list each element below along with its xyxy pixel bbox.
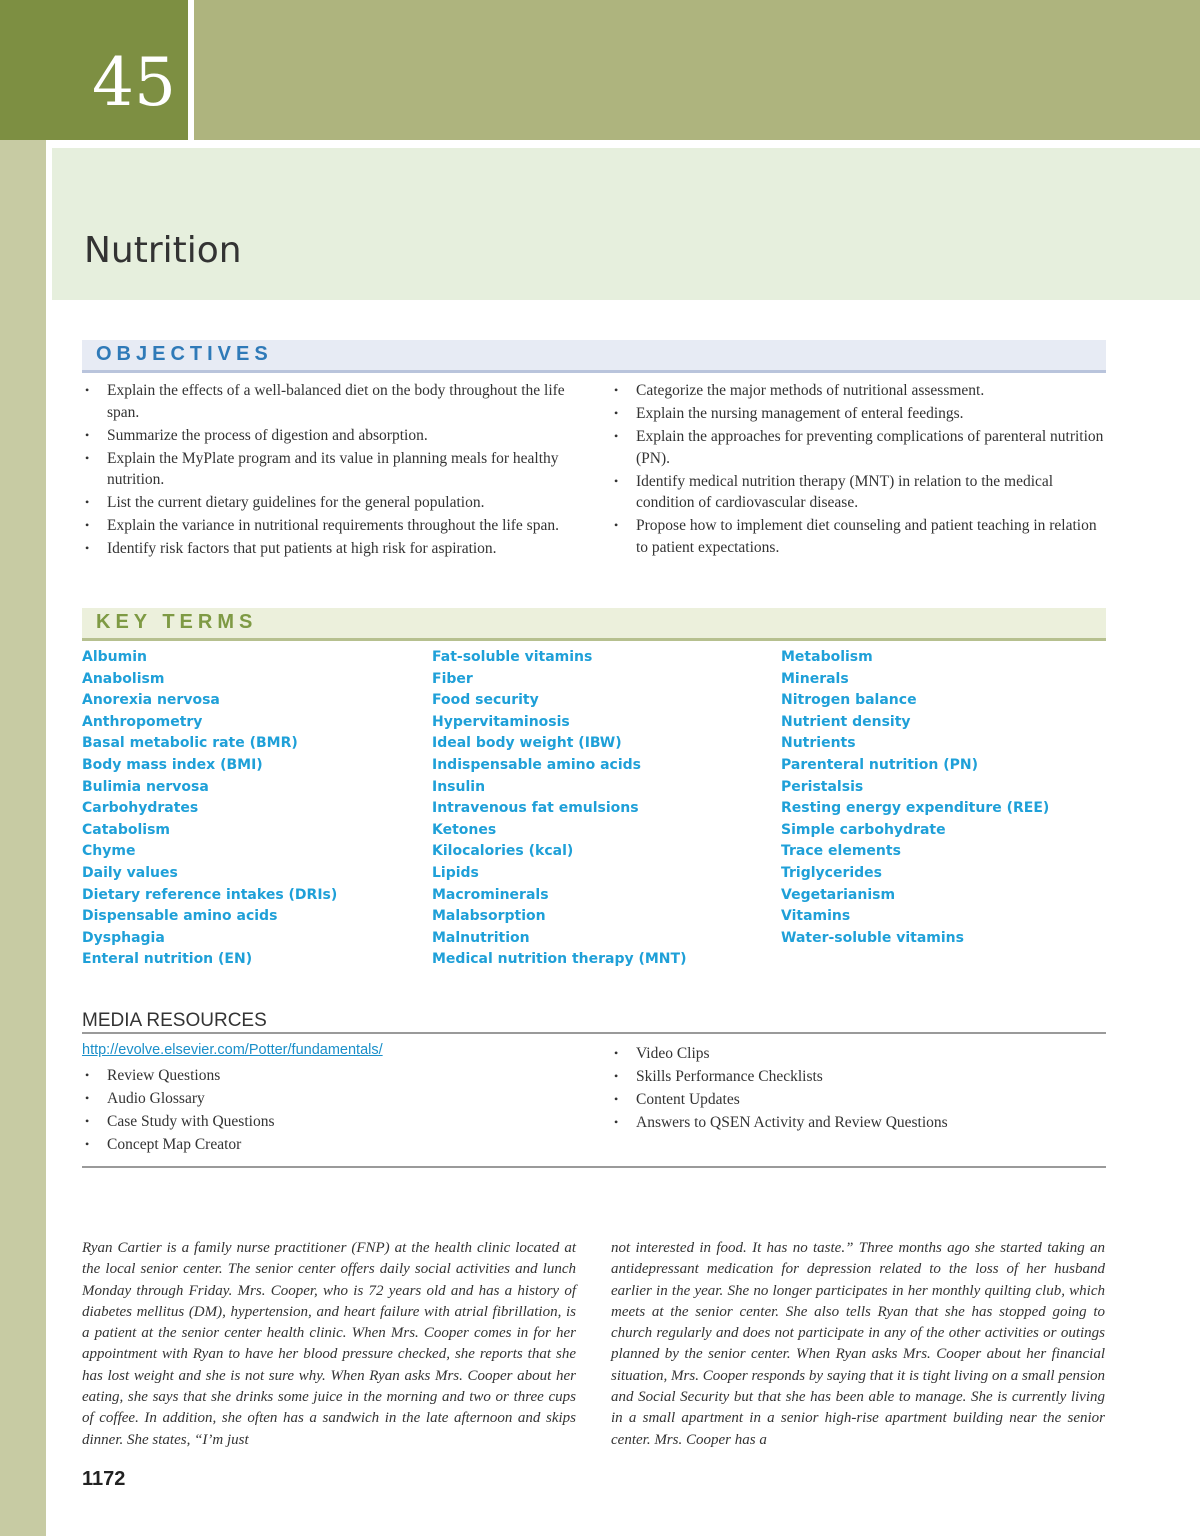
chapter-number: 45 bbox=[92, 44, 176, 121]
media-item: • Video Clips bbox=[611, 1043, 1111, 1065]
media-item: • Answers to QSEN Activity and Review Questions bbox=[611, 1112, 1111, 1134]
chapter-title: Nutrition bbox=[84, 230, 242, 271]
key-term-link[interactable]: Basal metabolic rate (BMR) bbox=[82, 735, 298, 752]
case-study-text-left: Ryan Cartier is a family nurse practitioner (FNP) at the health clinic located at the local senior center. The senior center offers daily social activities and lunch Monday through Friday. Mrs. Cooper, who is 72 years old and has a history of diabetes mellitus (DM), hypertension, and heart failure with atrial fibrillation, is a patient at the senior center health clinic. When Mrs. Cooper comes in for her appointment with Ryan to have her blood pressure checked, she reports that she has lost weight and she is not sure why. When Ryan asks Mrs. Cooper about her eating, she says that she drinks some juice in the morning and two or three cups of coffee. In addition, she often has a sandwich in the late afternoon and skips dinner. She states, “I’m just bbox=[82, 1240, 576, 1448]
objective-item: • Identify medical nutrition therapy (MNT) in relation to the medical condition of cardiovascular disease. bbox=[611, 471, 1111, 514]
key-term-link[interactable]: Lipids bbox=[432, 864, 479, 881]
key-terms-column-1 bbox=[82, 647, 337, 971]
objective-item: • Categorize the major methods of nutritional assessment. bbox=[611, 380, 1111, 402]
key-term-link[interactable]: Ketones bbox=[432, 821, 497, 838]
objective-item: • Explain the approaches for preventing complications of parenteral nutrition (PN). bbox=[611, 426, 1111, 469]
key-terms-heading: KEY TERMS bbox=[96, 611, 258, 633]
objective-item: • Identify risk factors that put patients at high risk for aspiration. bbox=[82, 538, 582, 560]
media-item: • Content Updates bbox=[611, 1089, 1111, 1111]
media-top-rule bbox=[82, 1032, 1106, 1034]
key-term-link[interactable]: Catabolism bbox=[82, 821, 171, 838]
key-term-link[interactable]: Dispensable amino acids bbox=[82, 908, 278, 925]
key-terms-header bbox=[82, 608, 1106, 641]
key-term-link[interactable]: Dietary reference intakes (DRIs) bbox=[82, 886, 338, 903]
key-term-link[interactable]: Dysphagia bbox=[82, 929, 165, 946]
media-item: • Audio Glossary bbox=[82, 1088, 582, 1110]
key-term-link[interactable]: Intravenous fat emulsions bbox=[432, 800, 639, 817]
case-study-text-right: not interested in food. It has no taste.” Three months ago she started taking an antidepressant medication for depression related to the loss of her husband earlier in the year. She no longer participates in her monthly quilting club, which meets at the senior center. She also tells Ryan that she has stopped going to church regularly and does not participate in any of the other activities or outings planned by the senior center. When Ryan asks Mrs. Cooper about her financial situation, Mrs. Cooper responds by saying that it is tight living on a small pension and Social Security but that she has been able to manage. She is currently living in a small apartment in a senior high-rise apartment building near the senior center. Mrs. Cooper has a bbox=[611, 1240, 1105, 1448]
key-term-link[interactable]: Nutrients bbox=[781, 735, 856, 752]
key-term-link[interactable]: Anthropometry bbox=[82, 713, 203, 730]
media-list-left bbox=[82, 1065, 582, 1157]
key-term-link[interactable]: Indispensable amino acids bbox=[432, 756, 641, 773]
key-term-link[interactable]: Vegetarianism bbox=[781, 886, 896, 903]
media-item: • Review Questions bbox=[82, 1065, 582, 1087]
key-term-link[interactable]: Resting energy expenditure (REE) bbox=[781, 800, 1050, 817]
key-term-link[interactable]: Ideal body weight (IBW) bbox=[432, 735, 622, 752]
key-term-link[interactable]: Enteral nutrition (EN) bbox=[82, 951, 253, 968]
objective-item: • Propose how to implement diet counseling and patient teaching in relation to patient expectations. bbox=[611, 515, 1111, 558]
media-list-right bbox=[611, 1043, 1111, 1135]
objective-item: • Explain the nursing management of enteral feedings. bbox=[611, 403, 1111, 425]
left-margin-strip bbox=[0, 0, 46, 1536]
key-terms-column-2 bbox=[432, 647, 686, 971]
title-band bbox=[52, 148, 1200, 300]
key-term-link[interactable]: Nutrient density bbox=[781, 713, 911, 730]
objectives-heading: OBJECTIVES bbox=[96, 343, 273, 365]
chapter-number-box bbox=[0, 0, 188, 140]
objectives-list-right bbox=[611, 380, 1111, 560]
key-term-link[interactable]: Body mass index (BMI) bbox=[82, 756, 263, 773]
objectives-list-left bbox=[82, 380, 582, 561]
media-item: • Case Study with Questions bbox=[82, 1111, 582, 1133]
objectives-header bbox=[82, 340, 1106, 373]
key-term-link[interactable]: Nitrogen balance bbox=[781, 692, 917, 709]
key-term-link[interactable]: Parenteral nutrition (PN) bbox=[781, 756, 978, 773]
key-term-link[interactable]: Anabolism bbox=[82, 670, 165, 687]
objective-item: • Summarize the process of digestion and absorption. bbox=[82, 425, 582, 447]
objective-item: • Explain the variance in nutritional requirements throughout the life span. bbox=[82, 515, 582, 537]
key-term-link[interactable]: Trace elements bbox=[781, 843, 901, 860]
key-term-link[interactable]: Hypervitaminosis bbox=[432, 713, 570, 730]
media-resources-heading: MEDIA RESOURCES bbox=[82, 1010, 267, 1031]
media-item: • Concept Map Creator bbox=[82, 1134, 582, 1156]
key-term-link[interactable]: Minerals bbox=[781, 670, 849, 687]
key-term-link[interactable]: Water-soluble vitamins bbox=[781, 929, 964, 946]
key-term-link[interactable]: Chyme bbox=[82, 843, 136, 860]
evolve-link[interactable]: http://evolve.elsevier.com/Potter/fundamentals/ bbox=[82, 1042, 383, 1058]
key-term-link[interactable]: Food security bbox=[432, 692, 539, 709]
key-term-link[interactable]: Macrominerals bbox=[432, 886, 549, 903]
media-item: • Skills Performance Checklists bbox=[611, 1066, 1111, 1088]
key-term-link[interactable]: Simple carbohydrate bbox=[781, 821, 946, 838]
key-term-link[interactable]: Albumin bbox=[82, 649, 147, 665]
key-term-link[interactable]: Anorexia nervosa bbox=[82, 692, 220, 709]
key-term-link[interactable]: Insulin bbox=[432, 778, 486, 795]
objective-item: • Explain the effects of a well-balanced diet on the body throughout the life span. bbox=[82, 380, 582, 423]
objective-item: • List the current dietary guidelines for the general population. bbox=[82, 492, 582, 514]
key-term-link[interactable]: Fiber bbox=[432, 670, 473, 687]
key-term-link[interactable]: Fat-soluble vitamins bbox=[432, 649, 593, 665]
key-term-link[interactable]: Triglycerides bbox=[781, 864, 883, 881]
key-term-link[interactable]: Daily values bbox=[82, 864, 178, 881]
key-term-link[interactable]: Carbohydrates bbox=[82, 800, 199, 817]
key-term-link[interactable]: Peristalsis bbox=[781, 778, 864, 795]
key-terms-column-3 bbox=[781, 647, 1049, 949]
key-term-link[interactable]: Bulimia nervosa bbox=[82, 778, 209, 795]
objective-item: • Explain the MyPlate program and its value in planning meals for healthy nutrition. bbox=[82, 448, 582, 491]
header-bar bbox=[194, 0, 1200, 140]
key-term-link[interactable]: Malnutrition bbox=[432, 929, 530, 946]
key-term-link[interactable]: Metabolism bbox=[781, 649, 873, 665]
key-term-link[interactable]: Kilocalories (kcal) bbox=[432, 843, 574, 860]
key-term-link[interactable]: Vitamins bbox=[781, 908, 851, 925]
page-number: 1172 bbox=[82, 1468, 126, 1490]
key-term-link[interactable]: Medical nutrition therapy (MNT) bbox=[432, 951, 687, 968]
media-bottom-rule bbox=[82, 1166, 1106, 1168]
key-term-link[interactable]: Malabsorption bbox=[432, 908, 546, 925]
